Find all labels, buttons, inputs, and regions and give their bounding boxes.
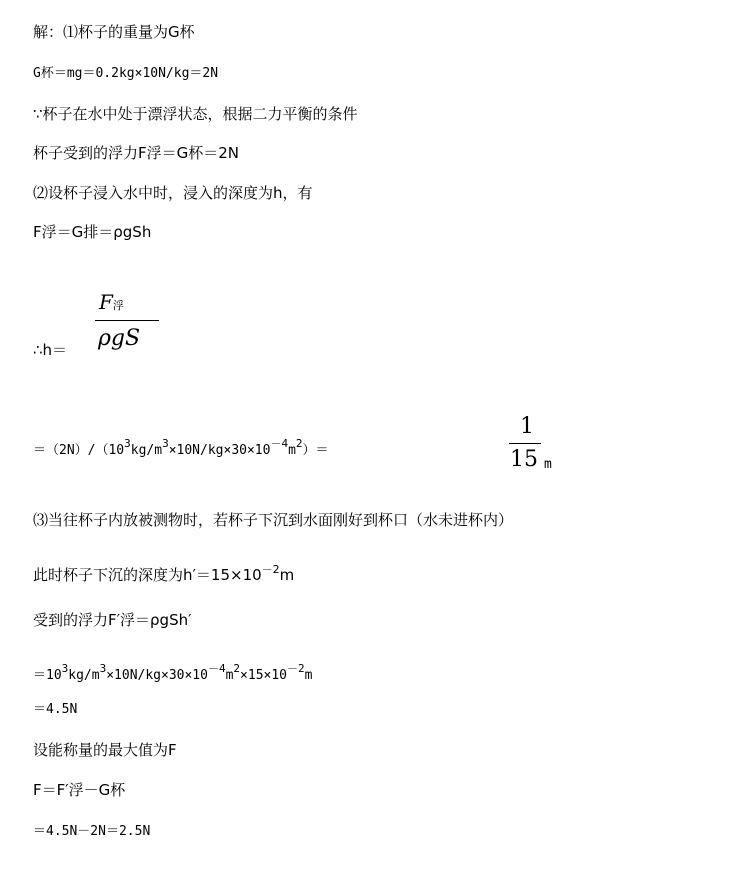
line-archimedes: F浮＝G排＝ρgSh xyxy=(33,223,152,241)
line-part1-intro: 解：⑴杯子的重量为G杯 xyxy=(33,23,195,41)
line-new-buoyancy: 受到的浮力F′浮＝ρgSh′ xyxy=(33,611,192,629)
line-weight-calc: G杯＝mg＝0.2kg×10N/kg＝2N xyxy=(33,66,219,81)
line-max-result: ＝4.5N－2N＝2.5N xyxy=(33,824,151,839)
line-buoyancy-calc: $=10^3kg/m^3\times 10N/kg\times 30\times 10^{-4}m^2\times 15\times 10^{-2}m$ xyxy=(33,662,313,683)
fraction-prefix: ∴h＝ xyxy=(33,341,68,359)
line-buoyancy-result: ＝4.5N xyxy=(33,702,78,717)
depth-fraction-denominator: 15 xyxy=(510,447,538,472)
line-floating-reason: ∵杯子在水中处于漂浮状态，根据二力平衡的条件 xyxy=(33,105,358,123)
line-max-formula: F＝F′浮－G杯 xyxy=(33,781,126,799)
fraction-numerator: F浮 xyxy=(99,290,124,314)
line-max-intro: 设能称量的最大值为F xyxy=(33,741,177,759)
depth-fraction-bar xyxy=(509,443,541,444)
line-buoyancy-equals-weight: 杯子受到的浮力F浮＝G杯＝2N xyxy=(33,144,240,162)
line-part2-intro: ⑵设杯子浸入水中时，浸入的深度为h，有 xyxy=(33,184,313,202)
depth-unit: m xyxy=(544,457,552,472)
fraction-denominator: ρgS xyxy=(98,326,141,351)
depth-fraction-numerator: 1 xyxy=(520,414,534,439)
line-sink-depth: 此时杯子下沉的深度为$h'=15\times 10^{-2}m$ xyxy=(33,563,295,584)
line-part3-intro: ⑶当往杯子内放被测物时，若杯子下沉到水面刚好到杯口（水未进杯内） xyxy=(33,511,514,529)
fraction-bar xyxy=(95,320,159,321)
line-depth-calc: $=(2N)/(10^3kg/m^3\times 10N/kg\times 30\times 10^{-4}m^2)=$ xyxy=(33,437,329,458)
